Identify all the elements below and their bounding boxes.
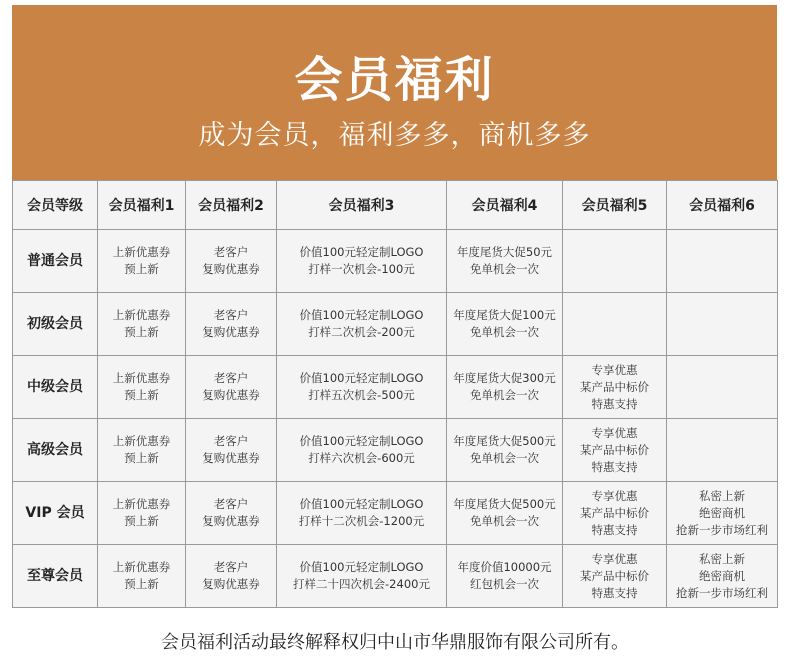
benefit-cell-6 <box>667 482 778 545</box>
benefit-line: 年度价值10000元 <box>457 560 552 574</box>
table-row <box>13 545 778 608</box>
benefit-cell-2 <box>186 356 277 419</box>
benefit-line: 价值100元轻定制LOGO <box>299 497 424 511</box>
benefit-cell-2 <box>186 482 277 545</box>
benefit-line: 预上新 <box>124 388 159 402</box>
member-level-cell: 高级会员 <box>13 419 98 482</box>
benefit-line: 预上新 <box>124 262 159 276</box>
benefit-line: 专享优惠 <box>591 551 638 566</box>
table-row <box>13 356 778 419</box>
benefit-line: 年度尾货大促50元 <box>456 245 553 259</box>
benefit-cell-2 <box>186 230 277 293</box>
member-level-cell: 中级会员 <box>13 356 98 419</box>
benefit-line: 特惠支持 <box>591 396 638 411</box>
benefit-line: 预上新 <box>124 451 159 465</box>
benefit-line: 预上新 <box>124 325 159 339</box>
benefit-cell-2 <box>186 545 277 608</box>
benefit-line: 预上新 <box>124 514 159 528</box>
benefit-cell-2 <box>186 419 277 482</box>
benefit-cell-3 <box>277 482 447 545</box>
benefit-cell-1 <box>98 545 186 608</box>
benefit-line: 复购优惠券 <box>202 514 260 528</box>
benefit-line: 年度尾货大促500元 <box>453 497 556 511</box>
benefit-line: 某产品中标价 <box>580 442 649 457</box>
member-level-cell: 初级会员 <box>13 293 98 356</box>
benefit-cell-1 <box>98 230 186 293</box>
benefit-cell-5 <box>563 545 667 608</box>
benefit-line: 价值100元轻定制LOGO <box>299 308 424 322</box>
benefit-line: 复购优惠券 <box>202 262 260 276</box>
header-benefit-4: 会员福利4 <box>447 181 563 230</box>
benefit-line: 价值100元轻定制LOGO <box>299 560 424 574</box>
benefit-cell-4 <box>447 356 563 419</box>
benefit-line: 专享优惠 <box>591 488 638 503</box>
benefit-cell-4 <box>447 230 563 293</box>
benefit-line: 免单机会一次 <box>470 388 539 402</box>
benefit-cell-5 <box>563 419 667 482</box>
benefit-line: 免单机会一次 <box>470 325 539 339</box>
benefit-cell-2 <box>186 293 277 356</box>
banner-subtitle: 成为会员，福利多多，商机多多 <box>198 120 591 151</box>
benefit-line: 打样十二次机会-1200元 <box>298 514 425 528</box>
header-benefit-5: 会员福利5 <box>563 181 667 230</box>
banner-title: 会员福利 <box>294 52 495 108</box>
member-level-cell: VIP 会员 <box>13 482 98 545</box>
table-row <box>13 482 778 545</box>
benefit-line: 绝密商机 <box>699 505 745 520</box>
benefit-line: 复购优惠券 <box>202 451 260 465</box>
benefit-cell-6 <box>667 419 778 482</box>
benefit-line: 上新优惠券 <box>112 434 171 448</box>
benefit-line: 打样一次机会-100元 <box>308 262 415 276</box>
benefit-line: 某产品中标价 <box>580 568 649 583</box>
benefit-cell-6 <box>667 545 778 608</box>
table-row <box>13 230 778 293</box>
benefit-line: 某产品中标价 <box>580 379 649 394</box>
benefit-line: 复购优惠券 <box>202 388 260 402</box>
benefit-line: 价值100元轻定制LOGO <box>299 434 424 448</box>
benefit-line: 免单机会一次 <box>470 451 539 465</box>
benefit-line: 上新优惠券 <box>112 308 171 322</box>
header-benefit-3: 会员福利3 <box>277 181 447 230</box>
benefit-line: 抢新一步市场红利 <box>676 585 768 600</box>
benefit-cell-4 <box>447 545 563 608</box>
member-level-cell: 至尊会员 <box>13 545 98 608</box>
benefit-line: 专享优惠 <box>591 425 638 440</box>
benefit-line: 打样二次机会-200元 <box>308 325 415 339</box>
benefit-cell-6 <box>667 230 778 293</box>
header-benefit-1: 会员福利1 <box>98 181 186 230</box>
benefit-line: 红包机会一次 <box>470 577 539 591</box>
benefit-line: 私密上新 <box>699 551 745 566</box>
benefit-line: 预上新 <box>124 577 159 591</box>
benefit-line: 特惠支持 <box>591 522 638 537</box>
benefit-cell-3 <box>277 356 447 419</box>
benefit-line: 免单机会一次 <box>470 514 539 528</box>
benefit-line: 打样二十四次机会-2400元 <box>293 577 430 591</box>
benefit-line: 打样六次机会-600元 <box>308 451 415 465</box>
benefit-cell-6 <box>667 293 778 356</box>
benefit-line: 老客户 <box>213 371 249 385</box>
benefit-line: 复购优惠券 <box>202 325 260 339</box>
benefit-cell-1 <box>98 419 186 482</box>
benefit-line: 老客户 <box>213 434 249 448</box>
benefit-cell-5 <box>563 230 667 293</box>
benefit-line: 复购优惠券 <box>202 577 260 591</box>
benefit-line: 上新优惠券 <box>112 371 171 385</box>
benefit-cell-4 <box>447 482 563 545</box>
member-level-cell: 普通会员 <box>13 230 98 293</box>
benefit-line: 免单机会一次 <box>470 262 539 276</box>
header-level: 会员等级 <box>13 181 98 230</box>
benefit-cell-4 <box>447 419 563 482</box>
benefit-line: 绝密商机 <box>699 568 745 583</box>
benefit-line: 老客户 <box>213 497 249 511</box>
benefit-line: 老客户 <box>213 308 249 322</box>
table-row <box>13 293 778 356</box>
benefit-line: 打样五次机会-500元 <box>308 388 415 402</box>
benefit-line: 上新优惠券 <box>112 497 171 511</box>
benefit-line: 特惠支持 <box>591 459 638 474</box>
benefit-line: 私密上新 <box>699 488 745 503</box>
membership-benefits-table <box>12 180 778 608</box>
benefit-line: 老客户 <box>213 245 249 259</box>
benefit-cell-6 <box>667 356 778 419</box>
table-body <box>13 230 778 608</box>
benefit-line: 年度尾货大促100元 <box>453 308 556 322</box>
benefit-line: 价值100元轻定制LOGO <box>299 245 424 259</box>
benefit-cell-3 <box>277 293 447 356</box>
table-header-row <box>13 181 778 230</box>
benefit-cell-5 <box>563 356 667 419</box>
benefit-line: 上新优惠券 <box>112 560 171 574</box>
benefit-line: 年度尾货大促500元 <box>453 434 556 448</box>
benefit-line: 年度尾货大促300元 <box>453 371 556 385</box>
benefit-cell-1 <box>98 293 186 356</box>
benefit-cell-3 <box>277 419 447 482</box>
benefit-line: 专享优惠 <box>591 362 638 377</box>
benefit-cell-4 <box>447 293 563 356</box>
benefit-line: 老客户 <box>213 560 249 574</box>
benefit-line: 某产品中标价 <box>580 505 649 520</box>
benefit-cell-3 <box>277 230 447 293</box>
benefit-cell-1 <box>98 356 186 419</box>
header-benefit-6: 会员福利6 <box>667 181 778 230</box>
benefit-line: 抢新一步市场红利 <box>676 522 768 537</box>
benefit-cell-3 <box>277 545 447 608</box>
benefit-cell-5 <box>563 293 667 356</box>
table-row <box>13 419 778 482</box>
benefit-cell-1 <box>98 482 186 545</box>
benefit-line: 价值100元轻定制LOGO <box>299 371 424 385</box>
benefit-cell-5 <box>563 482 667 545</box>
header-benefit-2: 会员福利2 <box>186 181 277 230</box>
benefit-line: 特惠支持 <box>591 585 638 600</box>
footer-disclaimer: 会员福利活动最终解释权归中山市华鼎服饰有限公司所有。 <box>161 632 629 653</box>
benefit-line: 上新优惠券 <box>112 245 171 259</box>
header-banner <box>12 5 777 180</box>
